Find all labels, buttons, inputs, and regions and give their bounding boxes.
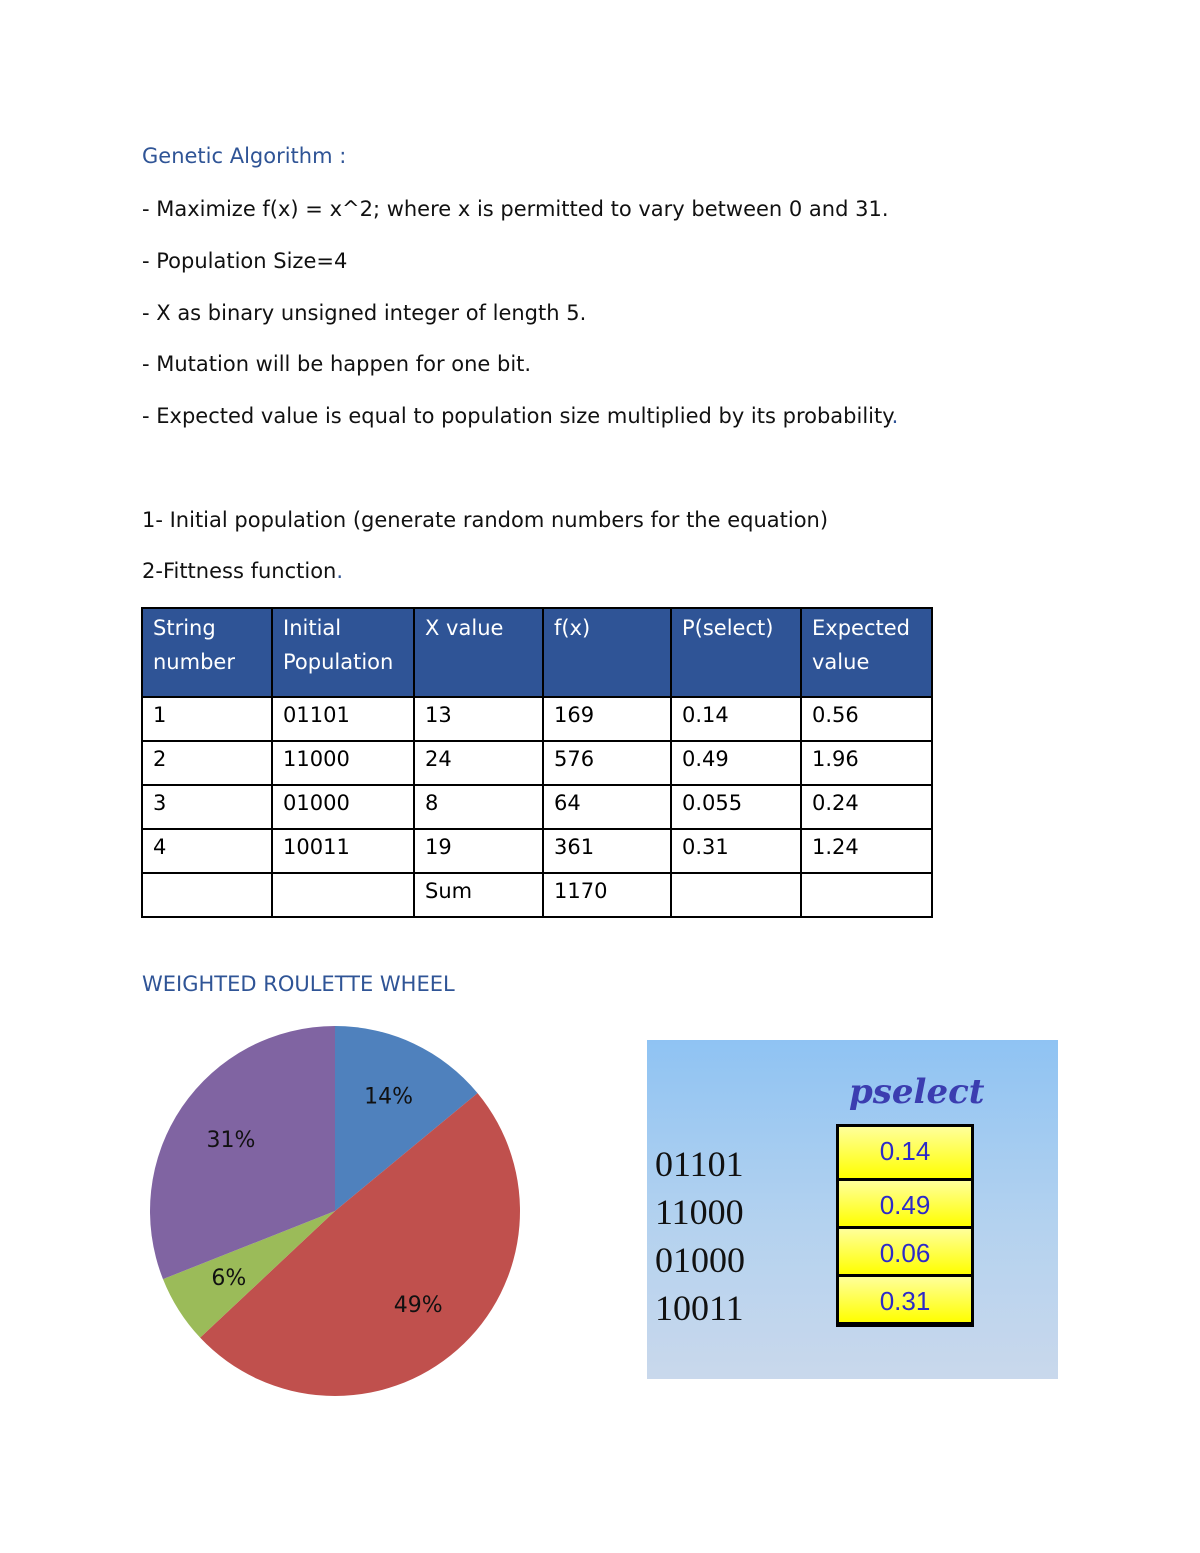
pselect-value: 0.31 (839, 1274, 971, 1322)
table-cell: 01000 (272, 785, 414, 829)
table-cell (142, 873, 272, 917)
table-cell (801, 873, 932, 917)
pie-label: 31% (206, 1127, 256, 1153)
table-row (142, 741, 932, 785)
pselect-value: 0.06 (839, 1226, 971, 1274)
table-cell: Sum (414, 873, 543, 917)
pselect-value: 0.49 (839, 1178, 971, 1226)
pselect-codes (655, 1140, 745, 1332)
fitness-table (141, 607, 933, 918)
table-cell: 576 (543, 741, 671, 785)
pselect-code: 01101 (655, 1144, 744, 1184)
table-row (142, 829, 932, 873)
pselect-panel (647, 1040, 1058, 1379)
table-cell: 1170 (543, 873, 671, 917)
table-cell: 3 (142, 785, 272, 829)
table-cell: 13 (414, 697, 543, 741)
bullet-binary-length: - X as binary unsigned integer of length 5. (142, 301, 587, 325)
table-cell: 0.56 (801, 697, 932, 741)
pselect-code: 10011 (655, 1288, 744, 1328)
header-fx: f(x) (543, 608, 671, 697)
step-initial-population: 1- Initial population (generate random numbers for the equation) (142, 508, 829, 532)
bullet-population-size: - Population Size=4 (142, 249, 348, 273)
table-cell: 4 (142, 829, 272, 873)
table-row (142, 697, 932, 741)
table-cell (671, 873, 801, 917)
page-heading: Genetic Algorithm : (142, 144, 347, 168)
table-cell: 0.24 (801, 785, 932, 829)
bullet-expected-value-text: - Expected value is equal to population size multiplied by its probability (142, 404, 892, 428)
table-cell: 1.24 (801, 829, 932, 873)
table-cell: 2 (142, 741, 272, 785)
header-initial-population: Initial Population (272, 608, 414, 697)
table-cell: 10011 (272, 829, 414, 873)
table-header-row (142, 608, 932, 697)
pselect-code: 01000 (655, 1240, 745, 1280)
step-fitness-function: 2-Fittness function. (142, 559, 344, 583)
header-pselect: P(select) (671, 608, 801, 697)
pselect-value: 0.14 (839, 1127, 971, 1178)
pie-label: 6% (211, 1265, 247, 1291)
table-cell: 0.14 (671, 697, 801, 741)
pie-label: 14% (364, 1084, 414, 1110)
roulette-title: WEIGHTED ROULETTE WHEEL (142, 972, 455, 996)
table-cell: 361 (543, 829, 671, 873)
table-cell: 8 (414, 785, 543, 829)
pselect-title: pselect (849, 1072, 985, 1112)
table-cell: 0.31 (671, 829, 801, 873)
pselect-code: 11000 (655, 1192, 744, 1232)
table-cell: 169 (543, 697, 671, 741)
header-x-value: X value (414, 608, 543, 697)
table-row-sum (142, 873, 932, 917)
table-cell: 0.49 (671, 741, 801, 785)
header-expected-value: Expected value (801, 608, 932, 697)
bullet-maximize: - Maximize f(x) = x^2; where x is permitted to vary between 0 and 31. (142, 197, 889, 221)
header-string-number: String number (142, 608, 272, 697)
pie-label: 49% (393, 1292, 443, 1318)
roulette-pie-chart (140, 1020, 530, 1410)
step-fitness-function-text: 2-Fittness function (142, 559, 337, 583)
table-cell: 24 (414, 741, 543, 785)
bullet-mutation: - Mutation will be happen for one bit. (142, 352, 532, 376)
table-cell: 19 (414, 829, 543, 873)
table-cell: 11000 (272, 741, 414, 785)
table-cell (272, 873, 414, 917)
table-cell: 1.96 (801, 741, 932, 785)
table-row (142, 785, 932, 829)
table-cell: 64 (543, 785, 671, 829)
pselect-values-box (836, 1124, 974, 1327)
table-cell: 01101 (272, 697, 414, 741)
bullet-expected-value: - Expected value is equal to population size multiplied by its probability. (142, 404, 899, 428)
table-cell: 1 (142, 697, 272, 741)
table-cell: 0.055 (671, 785, 801, 829)
